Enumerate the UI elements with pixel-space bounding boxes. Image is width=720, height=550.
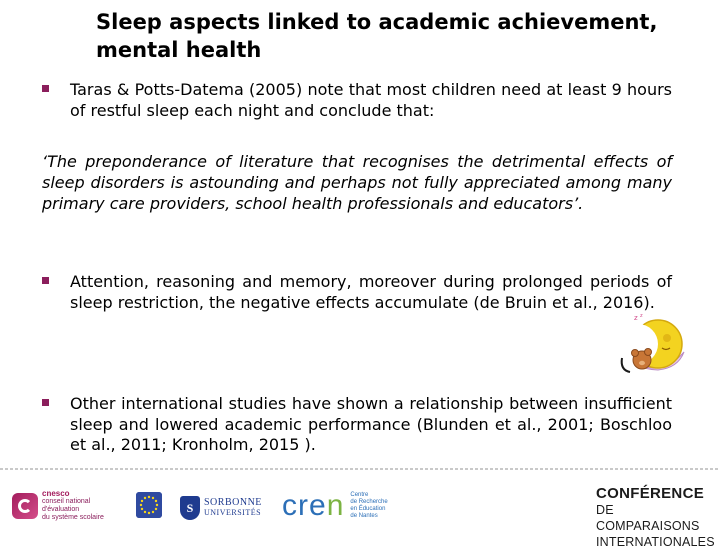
svg-text:z: z (640, 313, 643, 319)
bullet-text: Other international studies have shown a relationship between insufficient sleep and lowered academic performance (Blunden et al., 2001; Boschloo et al., 2011; Kronholm, 2015 ). (70, 394, 672, 454)
bullet-item-3 (42, 394, 672, 456)
conference-line-1: CONFÉRENCE (596, 485, 705, 502)
bullet-item-2 (42, 272, 672, 313)
cren-line-4: de Nantes (350, 513, 378, 519)
sorbonne-logo (180, 496, 262, 520)
cren-line-1: Centre (350, 492, 369, 498)
european-flag-icon (136, 492, 162, 518)
cren-line-3: en Éducation (350, 506, 386, 512)
cnesco-name: cnesco (42, 489, 70, 498)
cnesco-logo (12, 490, 104, 522)
cren-logo (282, 490, 388, 522)
cren-line-2: de Recherche (350, 499, 388, 505)
sorbonne-shield-icon: S (180, 496, 200, 520)
bullet-text: Taras & Potts-Datema (2005) note that most children need at least 9 hours of restful sleep each night and conclude that: (70, 80, 672, 120)
footer-logos (0, 476, 720, 549)
conference-line-2: DE COMPARAISONS (596, 503, 700, 533)
bullet-item-1 (42, 80, 672, 121)
footer-divider (0, 468, 720, 470)
cren-name: cren (282, 489, 345, 522)
square-bullet-icon (42, 399, 49, 406)
sorbonne-line-1: SORBONNE (204, 497, 262, 508)
square-bullet-icon (42, 277, 49, 284)
cnesco-mark-icon (12, 493, 38, 519)
conference-logo (596, 486, 720, 550)
cnesco-line-2: d'évaluation (42, 506, 80, 513)
conference-line-3: INTERNATIONALES (596, 535, 715, 549)
cnesco-line-1: conseil national (42, 498, 91, 505)
square-bullet-icon (42, 85, 49, 92)
slide-title: Sleep aspects linked to academic achievement, mental health (96, 10, 658, 62)
svg-text:z: z (634, 314, 638, 322)
bullet-text: Attention, reasoning and memory, moreover during prolonged periods of sleep restriction, the negative effects accumulate (de Bruin et al., 2016). (70, 272, 672, 312)
sorbonne-line-2: UNIVERSITÉS (204, 508, 262, 517)
sleeping-moon-teddy-bear-icon (618, 312, 688, 384)
cnesco-line-3: du système scolaire (42, 514, 104, 521)
block-quote: ‘The preponderance of literature that recognises the detrimental effects of sleep disorders is astounding and perhaps not fully appreciated among many primary care providers, school health professionals and educators’. (42, 152, 672, 213)
